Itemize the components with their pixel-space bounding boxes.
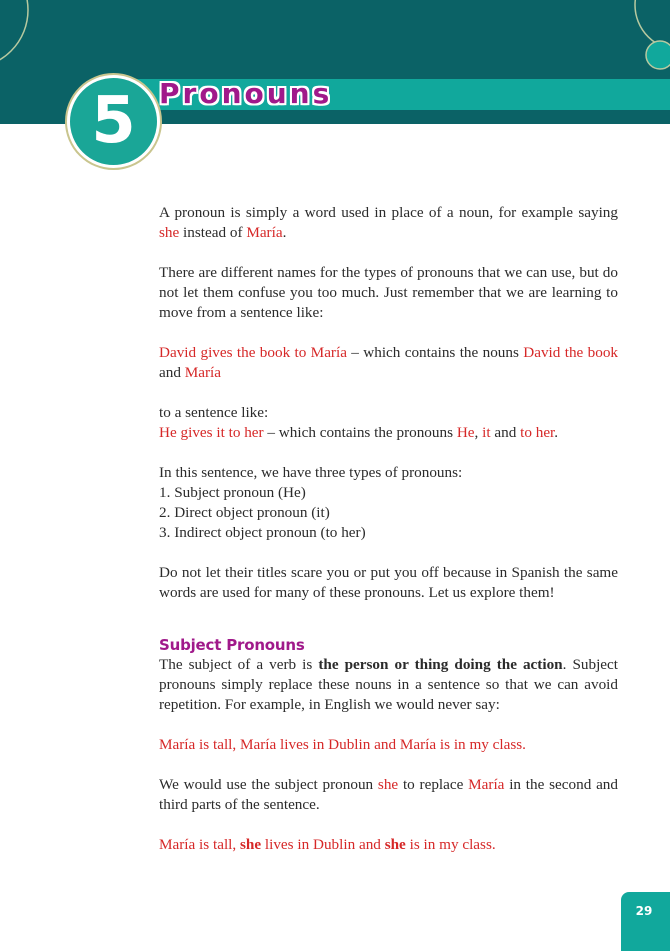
deco-circle-right-small (646, 41, 670, 69)
subject-paragraph: The subject of a verb is the person or thing doing the action. Subject pronouns simply replace these nouns in a sentence so that we can avoid repetition. For example, in English we would never say: (159, 656, 619, 713)
scare-paragraph: Do not let their titles scare you or put you off because in Spanish the same words are used for many of these pronouns. Let us explore them! (159, 564, 618, 601)
list-item: 2. Direct object pronoun (it) (159, 504, 330, 521)
example-sentence-nouns: David gives the book to María – which contains the nouns David the book and María (159, 344, 619, 381)
chapter-number: 5 (91, 83, 136, 158)
replacement-paragraph: We would use the subject pronoun she to replace María in the second and third parts of the sentence. (159, 776, 618, 813)
chapter-badge (67, 75, 160, 168)
intro-paragraph-2: There are different names for the types of pronouns that we can use, but do not let them confuse you too much. Just remember that we are learning to move from a sentence like: (159, 264, 618, 321)
intro-paragraph: A pronoun is simply a word used in place of a noun, for example saying she instead of María. (159, 204, 618, 241)
list-item: 1. Subject pronoun (He) (159, 484, 306, 501)
list-item: 3. Indirect object pronoun (to her) (159, 524, 366, 541)
page-number-tab (621, 892, 670, 951)
deco-circle-left (0, 0, 28, 68)
types-intro: In this sentence, we have three types of pronouns: (159, 464, 463, 481)
chapter-title: Pronouns (159, 77, 333, 110)
section-heading-subject-pronouns: Subject Pronouns (159, 636, 305, 654)
example-with-pronouns: María is tall, she lives in Dublin and she is in my class. (159, 836, 496, 853)
page-content (159, 203, 618, 855)
page-number: 29 (635, 904, 653, 918)
example-sentence-pronouns: He gives it to her – which contains the pronouns He, it and to her. (159, 424, 559, 441)
to-sentence-text: to a sentence like: (159, 404, 269, 421)
example-repetition: María is tall, María lives in Dublin and María is in my class. (159, 736, 526, 753)
